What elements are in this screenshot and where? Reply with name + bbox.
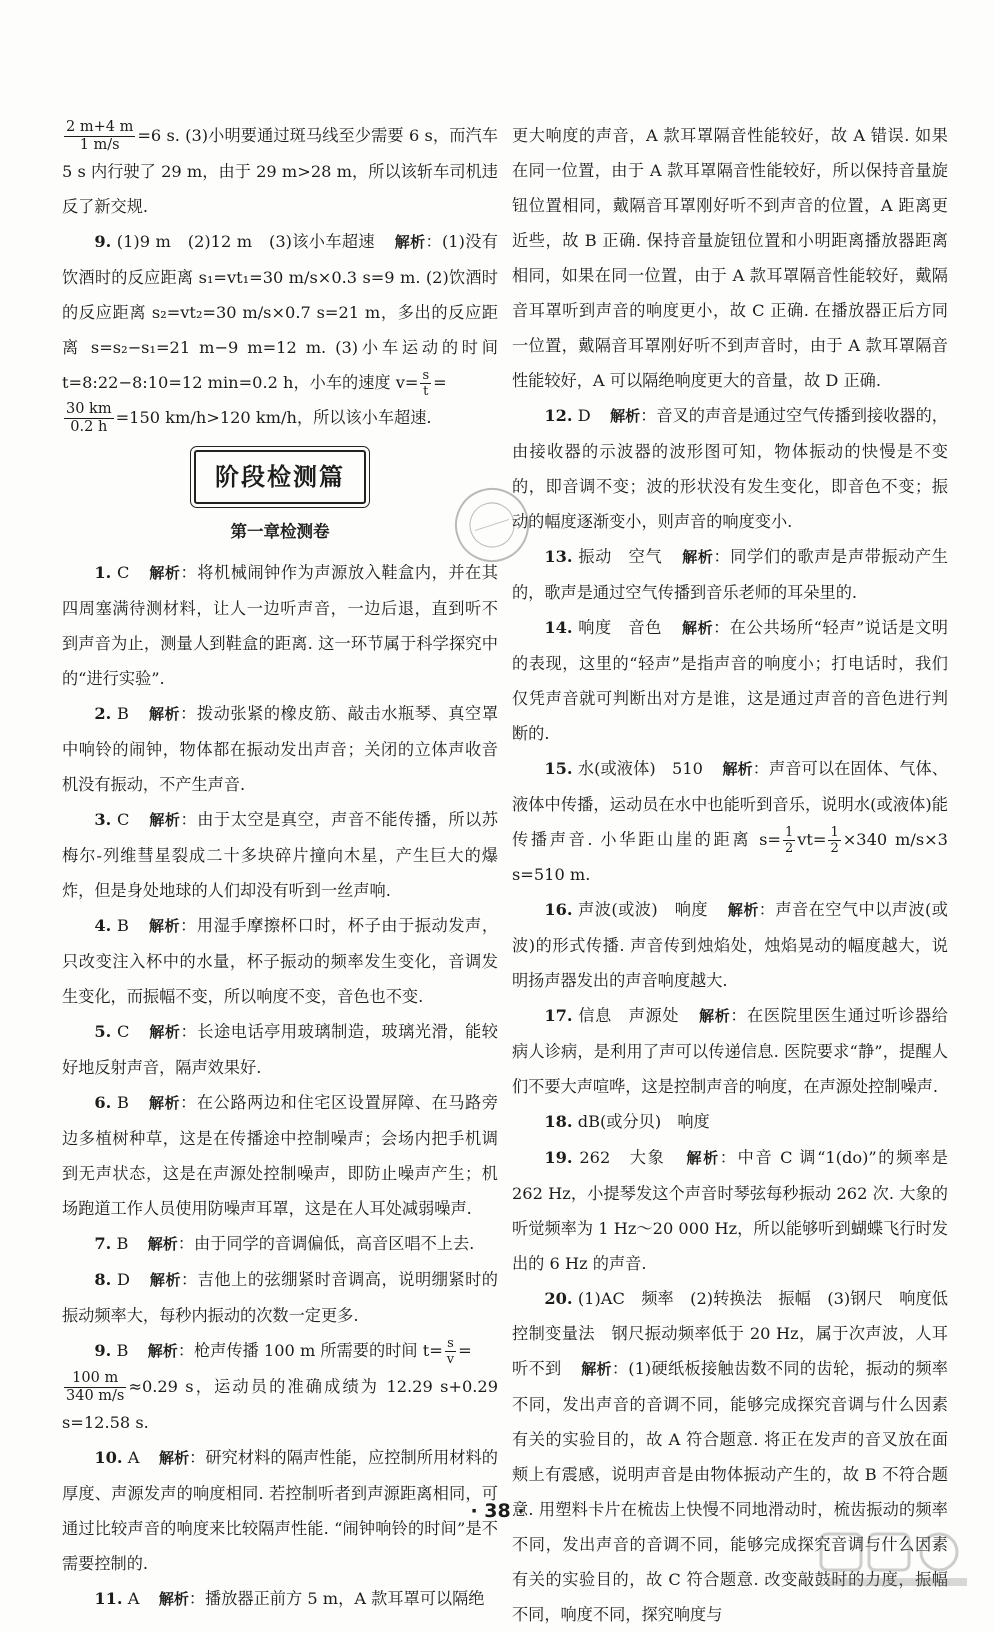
answer-item-continuation: $\frac{100 m}{340 m/s}$ ≈0.29 s，运动员的准确成绩为 12.29 s+0.29 s=12.58 s.	[62, 1370, 498, 1432]
answer-item: 6. B 解析：在公路两边和住宅区设置屏障、在马路旁边多植树种草，这是在传播途中控制噪声；会场内把手机调到无声状态，这是在声源处控制噪声，即防止噪声产生；机场跑道工作人员使用防噪声耳罩，这是在人耳处减弱噪声.	[62, 1093, 498, 1218]
fraction: $\frac{1}{2}$	[784, 825, 794, 856]
answer-11-continuation: 更大响度的声音，A 款耳罩隔音性能较好，故 A 错误. 如果在同一位置，由于 A 款耳罩隔音性能较好，所以保持音量旋钮位置相同，戴隔音耳罩刚好听不到声音的位置，A 距离更近些，故 B 正确. 保持音量旋钮位置和小明距离播放器距离相同，如果在同一位置，由于 A 款耳罩隔音性能较好，戴隔音耳罩听到声音的响度更小，故 C 正确. 在播放器正后方同一位置，戴隔音耳罩刚好听不到声音时，由于 A 款耳罩隔音性能较好，A 可以隔绝响度更大的音量，故 D 正确.	[512, 126, 948, 390]
answer-item: 12. D 解析：音叉的声音是通过空气传播到接收器的，由接收器的示波器的波形图可知，物体振动的快慢是不变的，即音调不变；波的形状没有发生变化，即音色不变；振动的幅度逐渐变小，则声音的响度变小.	[512, 406, 948, 531]
left-column	[62, 118, 498, 1617]
answer-item: 19. 262 大象 解析：中音 C 调“1(do)”的频率是 262 Hz，小提琴发这个声音时琴弦每秒振动 262 次. 大象的听觉频率为 1 Hz～20 000 Hz，所以能够听到蝴蝶飞行时发出的 6 Hz 的声音.	[512, 1148, 948, 1273]
answer-9-continuation: $\frac{30 km}{0.2 h}$ =150 km/h>120 km/h，所以该小车超速.	[66, 401, 432, 435]
fraction: $\frac{30 km}{0.2 h}$	[66, 401, 112, 435]
page-number: · 38 ·	[470, 1500, 525, 1522]
answer-15: 15. 水(或液体) 510 解析：声音可以在固体、气体、液体中传播，运动员在水中也能听到音乐，说明水(或液体)能传播声音. 小华距山崖的距离 s= $\frac{1}{2}$ vt= $\frac{1}{2}$ ×340 m/s×3 s=510 m.	[512, 759, 948, 884]
section-title: 阶段检测篇	[194, 450, 366, 504]
watermark-logo-icon	[817, 1528, 977, 1592]
fraction: $\frac{s}{t}$	[422, 368, 430, 399]
chapter-title: 第一章检测卷	[230, 522, 330, 541]
fraction: $\frac{1}{2}$	[830, 825, 839, 856]
answer-item: 4. B 解析：用湿手摩擦杯口时，杯子由于振动发声，只改变注入杯中的水量，杯子振动的频率发生变化，音调发生变化，而振幅不变，所以响度不变，音色也不变.	[62, 916, 498, 1006]
answer-item: 11. A 解析：播放器正前方 5 m，A 款耳罩可以隔绝	[94, 1589, 485, 1608]
answer-item: 1. C 解析：将机械闹钟作为声源放入鞋盒内，并在其四周塞满待测材料，让人一边听声音，一边后退，直到听不到声音为止，测量人到鞋盒的距离. 这一环节属于科学探究中的“进行实验”.	[62, 563, 498, 688]
answer-item: 17. 信息 声源处 解析：在医院里医生通过听诊器给病人诊病，是利用了声可以传递信息. 医院要求“静”，提醒人们不要大声喧哗，这是控制声音的响度，在声源处控制噪声.	[512, 1006, 948, 1096]
answer-item: 16. 声波(或波) 响度 解析：声音在空气中以声波(或波)的形式传播. 声音传到烛焰处，烛焰晃动的幅度越大，说明扬声器发出的声音响度越大.	[512, 900, 948, 990]
answer-item: 8. D 解析：吉他上的弦绷紧时音调高，说明绷紧时的振动频率大，每秒内振动的次数一定更多.	[62, 1270, 498, 1325]
answer-item: 9. B 解析：枪声传播 100 m 所需要的时间 t= $\frac{s}{v}$ =	[94, 1336, 472, 1367]
fraction: $\frac{100 m}{340 m/s}$	[66, 1370, 125, 1404]
answer-item: 3. C 解析：由于太空是真空，声音不能传播，所以苏梅尔-列维彗星裂成二十多块碎片撞向木星，产生巨大的爆炸，但是身处地球的人们却没有听到一丝声响.	[62, 810, 498, 900]
fraction: $\frac{s}{v}$	[446, 1336, 455, 1367]
answer-8-continuation: $\frac{2 m+4 m}{1 m/s}$ =6 s. (3)小明要通过斑马线至少需要 6 s，而汽车 5 s 内行驶了 29 m，由于 29 m>28 m，所以该斩车司机违反了新交规.	[62, 119, 498, 216]
answer-item: 10. A 解析：研究材料的隔声性能，应控制所用材料的厚度、声源发声的响度相同. 若控制听者到声源距离相同，可通过比较声音的响度来比较隔声性能. “闹钟响铃的时间”是不需要控制的.	[62, 1448, 498, 1573]
answer-9: 9. (1)9 m (2)12 m (3)该小车超速 解析：(1)没有饮酒时的反应距离 s₁=vt₁=30 m/s×0.3 s=9 m. (2)饮酒时的反应距离 s₂=vt₂=30 m/s×0.7 s=21 m，多出的反应距离 s=s₂−s₁=21 m−9 m=12 m. (3)小车运动的时间 t=8:22−8:10=12 min=0.2 h，小车的速度 v= $\frac{s}{t}$ =	[62, 232, 498, 399]
answer-item: 13. 振动 空气 解析：同学们的歌声是声带振动产生的，歌声是通过空气传播到音乐老师的耳朵里的.	[512, 547, 948, 602]
answer-item: 2. B 解析：拨动张紧的橡皮筋、敲击水瓶琴、真空罩中响铃的闹钟，物体都在振动发出声音；关闭的立体声收音机没有振动，不产生声音.	[62, 704, 498, 794]
right-column	[512, 118, 965, 1632]
fraction: $\frac{2 m+4 m}{1 m/s}$	[66, 119, 134, 153]
answer-item: 20. (1)AC 频率 (2)转换法 振幅 (3)钢尺 响度低 控制变量法 钢尺振动频率低于 20 Hz，属于次声波，人耳听不到 解析：(1)硬纸板接触齿数不同的齿轮，振动的频率不同，发出声音的音调不同，能够完成探究音调与什么因素有关的实验目的，故 A 符合题意. 将正在发声的音叉放在面颊上有震感，说明声音是由物体振动产生的，故 B 不符合题意. 用塑料卡片在梳齿上快慢不同地滑动时，梳齿振动的频率不同，发出声音的音调不同，能够完成探究音调与什么因素有关的实验目的，故 C 符合题意. 改变敲鼓时的力度，振幅不同，响度不同，探究响度与	[512, 1289, 965, 1624]
answer-item: 5. C 解析：长途电话亭用玻璃制造，玻璃光滑，能较好地反射声音，隔声效果好.	[62, 1022, 498, 1077]
answer-item: 14. 响度 音色 解析：在公共场所“轻声”说话是文明的表现，这里的“轻声”是指声音的响度小；打电话时，我们仅凭声音就可判断出对方是谁，这是通过声音的音色进行判断的.	[512, 618, 948, 743]
answer-item: 7. B 解析：由于同学的音调偏低，高音区唱不上去.	[94, 1234, 475, 1253]
answer-item: 18. dB(或分贝) 响度	[544, 1112, 710, 1131]
